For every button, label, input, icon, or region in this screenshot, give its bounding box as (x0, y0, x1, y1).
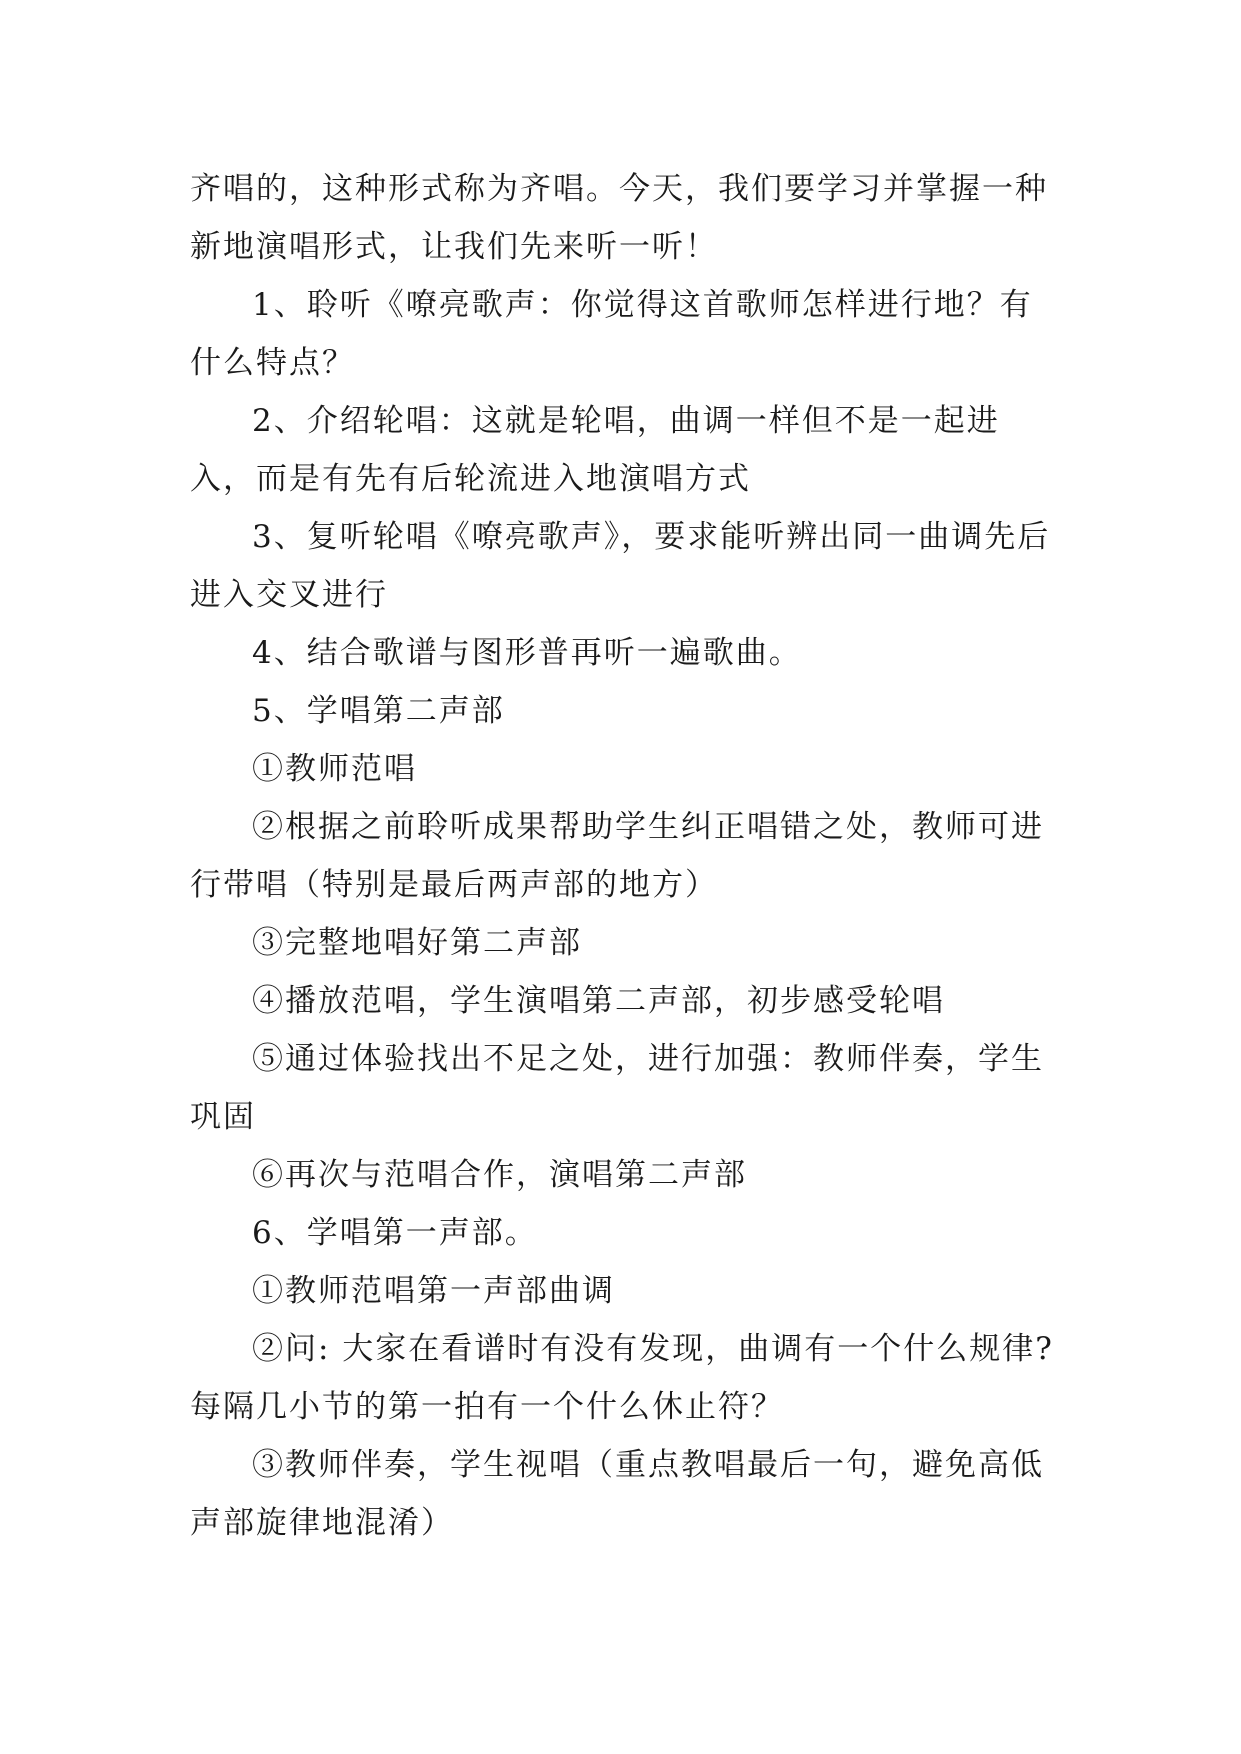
paragraph: 4、结合歌谱与图形普再听一遍歌曲。 (252, 635, 802, 671)
document-body (190, 160, 1056, 1552)
paragraph: ①教师范唱第一声部曲调 (252, 1273, 615, 1309)
paragraph: ⑤通过体验找出不足之处，进行加强：教师伴奏，学生巩固 (190, 1041, 1044, 1135)
paragraph: ①教师范唱 (252, 751, 417, 787)
paragraph: 齐唱的，这种形式称为齐唱。今天，我们要学习并掌握一种新地演唱形式，让我们先来听一听！ (190, 171, 1048, 265)
paragraph: ③教师伴奏，学生视唱（重点教唱最后一句，避免高低声部旋律地混淆） (190, 1447, 1044, 1541)
paragraph: ②根据之前聆听成果帮助学生纠正唱错之处，教师可进行带唱（特别是最后两声部的地方） (190, 809, 1044, 903)
paragraph: ④播放范唱，学生演唱第二声部，初步感受轮唱 (252, 983, 945, 1019)
paragraph: 1、聆听《嘹亮歌声：你觉得这首歌师怎样进行地？有什么特点？ (190, 287, 1033, 381)
paragraph: 6、学唱第一声部。 (252, 1215, 538, 1251)
paragraph: 3、复听轮唱《嘹亮歌声》，要求能听辨出同一曲调先后进入交叉进行 (190, 519, 1051, 613)
paragraph: 2、介绍轮唱：这就是轮唱，曲调一样但不是一起进入，而是有先有后轮流进入地演唱方式 (190, 403, 1000, 497)
paragraph: 5、学唱第二声部 (252, 693, 505, 729)
paragraph: ②问: 大家在看谱时有没有发现，曲调有一个什么规律?每隔几小节的第一拍有一个什么休止符？ (190, 1331, 1054, 1425)
paragraph: ③完整地唱好第二声部 (252, 925, 582, 961)
paragraph: ⑥再次与范唱合作，演唱第二声部 (252, 1157, 747, 1193)
